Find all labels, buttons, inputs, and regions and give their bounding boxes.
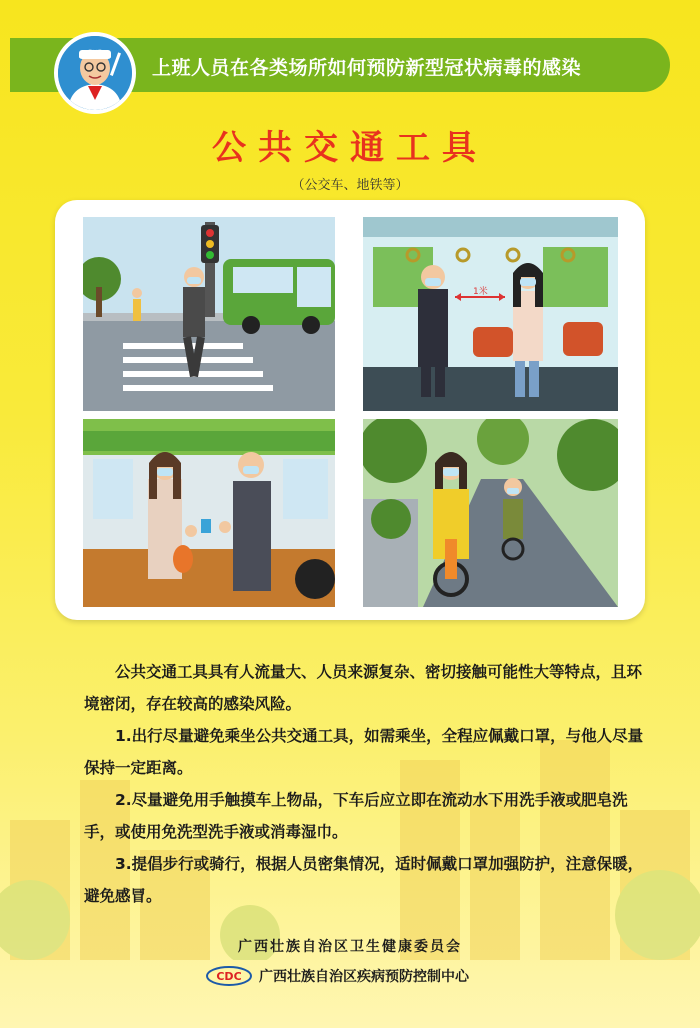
main-title: 公共交通工具 bbox=[212, 128, 488, 168]
cdc-name: 广西壮族自治区疾病预防控制中心 bbox=[259, 969, 469, 985]
body-text bbox=[84, 656, 644, 912]
scene-cycling bbox=[363, 419, 618, 607]
distance-label: 1米 bbox=[473, 287, 488, 297]
scene-street-crossing bbox=[83, 217, 335, 411]
advice-3: 3.提倡步行或骑行，根据人员密集情况，适时佩戴口罩加强防护，注意保暖，避免感冒。 bbox=[84, 855, 644, 905]
doctor-avatar bbox=[54, 32, 136, 114]
scene-subway-distance bbox=[363, 217, 618, 411]
header-title: 上班人员在各类场所如何预防新型冠状病毒的感染 bbox=[152, 57, 582, 79]
cdc-logo bbox=[205, 964, 253, 988]
scene-hand-sanitize bbox=[83, 419, 335, 607]
advice-1: 1.出行尽量避免乘坐公共交通工具，如需乘坐，全程应佩戴口罩，与他人尽量保持一定距离。 bbox=[84, 727, 644, 777]
advice-2: 2.尽量避免用手触摸车上物品，下车后应立即在流动水下用洗手液或肥皂洗手，或使用免洗型洗手液或消毒湿巾。 bbox=[84, 791, 628, 841]
svg-text:CDC: CDC bbox=[216, 970, 242, 983]
footer-cdc bbox=[205, 962, 469, 990]
intro-paragraph: 公共交通工具具有人流量大、人员来源复杂、密切接触可能性大等特点，且环境密闭，存在较高的感染风险。 bbox=[84, 663, 643, 713]
subtitle: （公交车、地铁等） bbox=[291, 178, 409, 193]
footer-org: 广西壮族自治区卫生健康委员会 bbox=[238, 939, 462, 955]
